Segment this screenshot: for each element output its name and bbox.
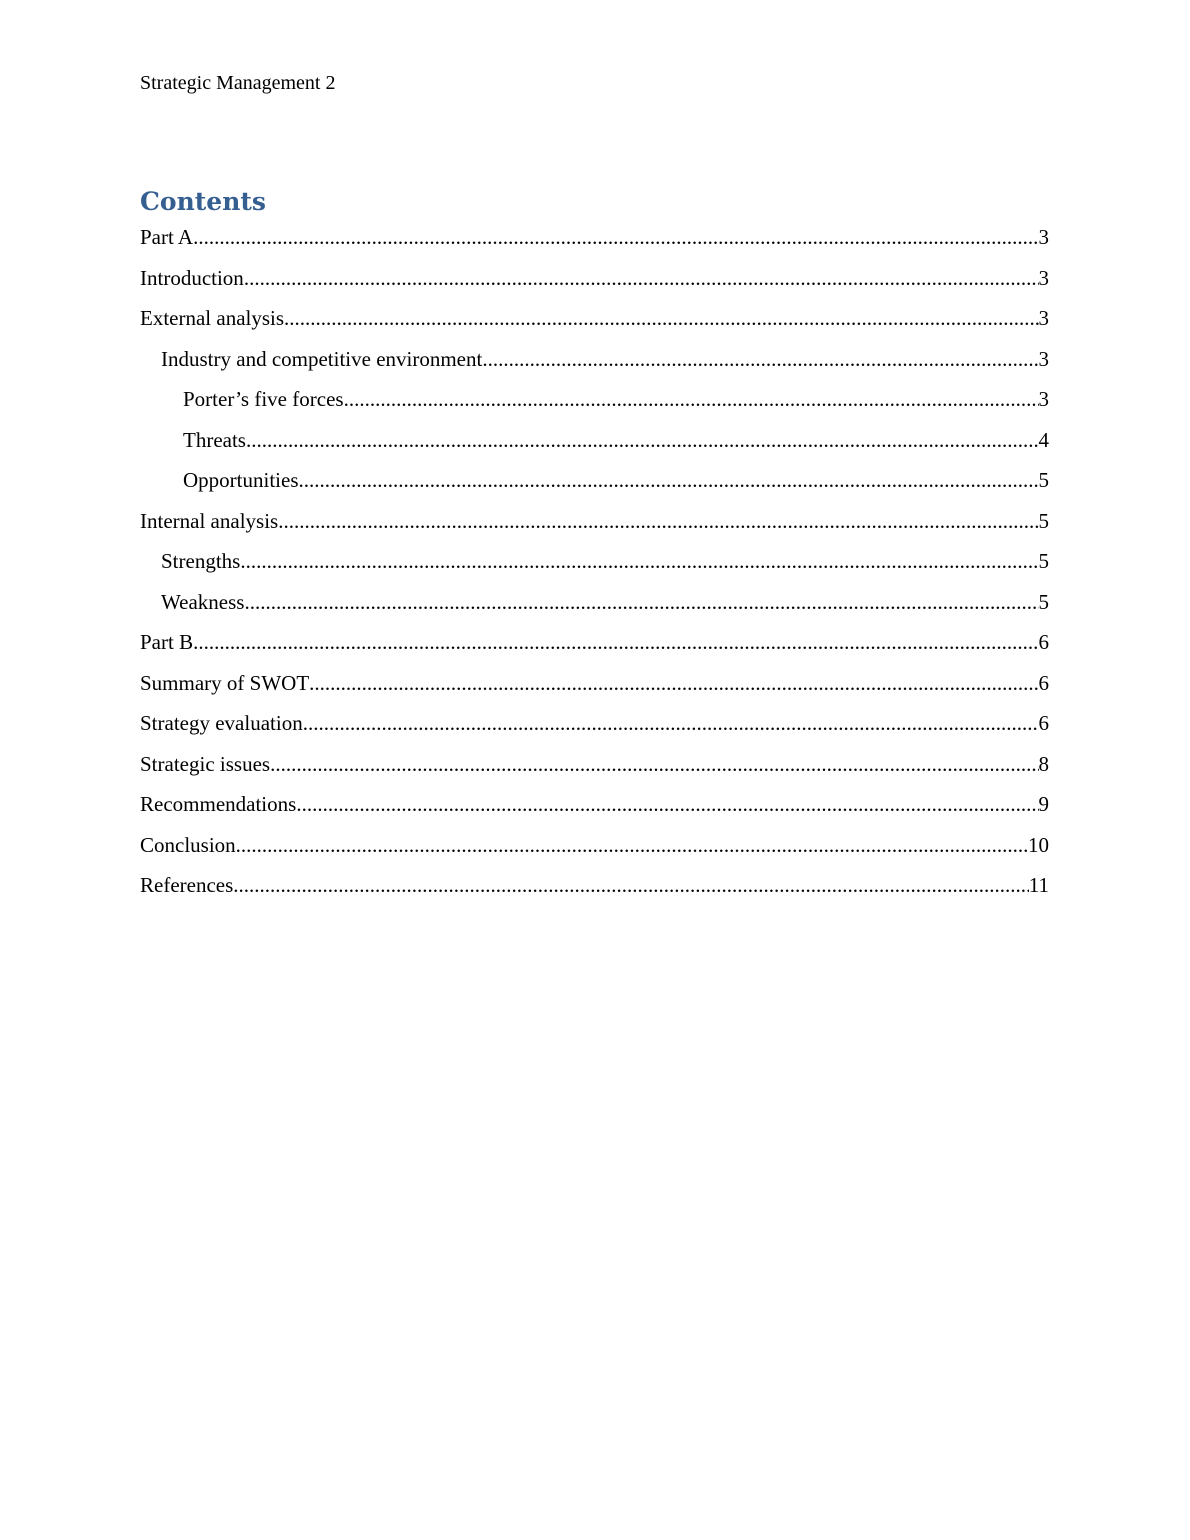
toc-page-number: 5: [1038, 549, 1049, 573]
toc-entry[interactable]: [140, 831, 1049, 872]
toc-entry[interactable]: [140, 750, 1049, 791]
toc-dot-leader: [246, 426, 1039, 454]
toc-entry[interactable]: [140, 426, 1049, 467]
toc-dot-leader: [236, 831, 1028, 859]
toc-entry-label: Strategy evaluation: [140, 711, 303, 735]
toc-page-number: 6: [1038, 630, 1049, 654]
toc-entry-label: Opportunities: [183, 468, 299, 492]
toc-dot-leader: [303, 709, 1039, 737]
toc-page-number: 5: [1038, 508, 1049, 533]
toc-dot-leader: [193, 223, 1038, 251]
toc-entry-label: External analysis: [140, 306, 285, 330]
toc-entry-label: Porter’s five forces: [183, 387, 344, 411]
toc-entry[interactable]: [140, 669, 1049, 710]
toc-page-number: 3: [1038, 346, 1049, 371]
toc-title: Contents: [140, 187, 267, 216]
toc-dot-leader: [240, 547, 1038, 575]
toc-entry-label: Conclusion: [140, 832, 236, 857]
toc-page-number: 3: [1038, 306, 1049, 330]
toc-entry[interactable]: [140, 466, 1049, 507]
toc-entry-label: Recommendations: [140, 792, 297, 816]
toc-entry-label: Part B: [140, 630, 194, 654]
toc-entry-label: Strengths: [161, 549, 241, 573]
toc-entry[interactable]: [140, 264, 1049, 305]
toc-entry[interactable]: [140, 790, 1049, 831]
toc-page-number: 6: [1038, 711, 1049, 735]
toc-entry-label: Part A: [140, 225, 194, 249]
toc-entry-label: Internal analysis: [140, 508, 279, 533]
toc-dot-leader: [270, 750, 1038, 778]
toc-dot-leader: [193, 628, 1038, 656]
toc-dot-leader: [309, 669, 1038, 697]
toc-entry[interactable]: [140, 588, 1049, 629]
toc-entry-label: Introduction: [140, 265, 244, 290]
toc-dot-leader: [482, 345, 1038, 373]
toc-page-number: 11: [1028, 873, 1049, 897]
toc-page-number: 6: [1038, 670, 1049, 695]
toc-entry[interactable]: [140, 628, 1049, 669]
running-header: Strategic Management 2: [140, 72, 336, 94]
toc-page-number: 10: [1028, 832, 1049, 857]
toc-entry[interactable]: [140, 507, 1049, 548]
toc-page-number: 3: [1038, 265, 1049, 290]
toc-entry-label: References: [140, 873, 234, 897]
toc-dot-leader: [284, 304, 1038, 332]
toc-entry[interactable]: [140, 547, 1049, 588]
table-of-contents: [140, 223, 1049, 912]
toc-dot-leader: [233, 871, 1028, 899]
toc-entry[interactable]: [140, 385, 1049, 426]
toc-dot-leader: [278, 507, 1038, 535]
toc-entry-label: Summary of SWOT: [140, 670, 310, 695]
toc-entry-label: Threats: [183, 427, 246, 452]
toc-page-number: 5: [1038, 468, 1049, 492]
toc-dot-leader: [244, 588, 1038, 616]
toc-entry-label: Industry and competitive environment: [161, 346, 483, 371]
toc-entry[interactable]: [140, 304, 1049, 345]
toc-dot-leader: [244, 264, 1039, 292]
toc-dot-leader: [296, 790, 1038, 818]
toc-page-number: 9: [1038, 792, 1049, 816]
toc-page-number: 8: [1038, 751, 1049, 776]
toc-dot-leader: [344, 385, 1039, 413]
toc-entry[interactable]: [140, 709, 1049, 750]
toc-page-number: 5: [1038, 589, 1049, 614]
toc-page-number: 4: [1038, 427, 1049, 452]
toc-entry[interactable]: [140, 223, 1049, 264]
toc-entry-label: Strategic issues: [140, 751, 271, 776]
toc-dot-leader: [299, 466, 1039, 494]
toc-entry[interactable]: [140, 345, 1049, 386]
toc-entry-label: Weakness: [161, 589, 245, 614]
toc-page-number: 3: [1038, 225, 1049, 249]
toc-entry[interactable]: [140, 871, 1049, 912]
toc-page-number: 3: [1038, 387, 1049, 411]
